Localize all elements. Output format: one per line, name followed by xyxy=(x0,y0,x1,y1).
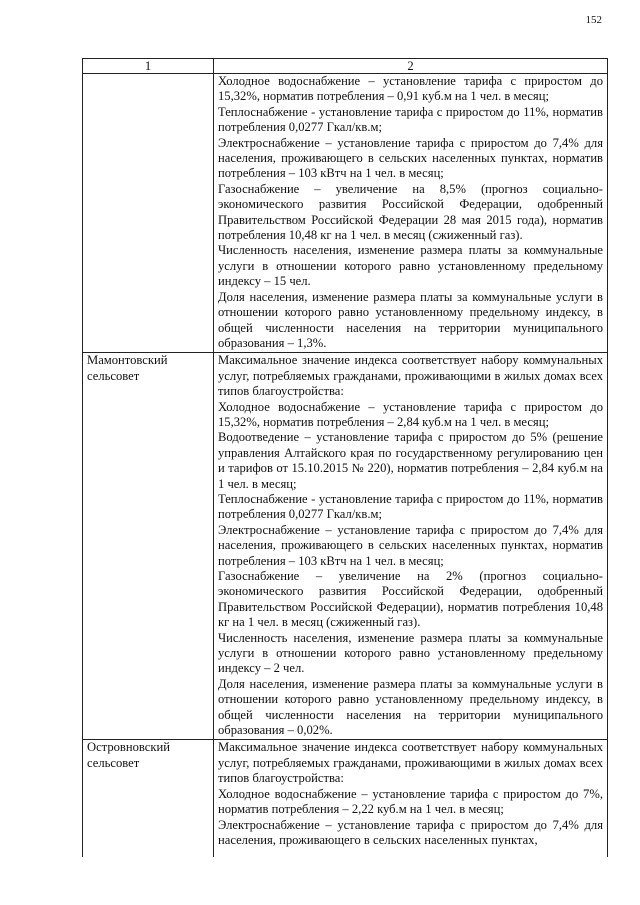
column-header: 2 xyxy=(214,59,608,74)
page-number: 152 xyxy=(585,14,602,26)
paragraph: Водоотведение – установление тарифа с приростом до 5% (решение управления Алтайского края по государственному регулированию цен и тарифов от 15.10.2015 № 220), норматив потребления – 2,84 куб.м на 1 чел. в месяц; xyxy=(218,430,603,491)
column-header: 1 xyxy=(83,59,214,74)
description-cell xyxy=(214,74,608,353)
municipality-cell xyxy=(83,74,214,353)
municipality-name: Мамонтовский сельсовет xyxy=(87,353,168,383)
paragraph: Численность населения, изменение размера платы за коммунальные услуги в отношении которого равно установленному предельному индексу – 15 чел. xyxy=(218,243,603,289)
paragraph: Доля населения, изменение размера платы за коммунальные услуги в отношении которого равно установленному предельному индексу, в общей численности населения на территории муниципального образования – 1,3%. xyxy=(218,289,603,350)
paragraph: Электроснабжение – установление тарифа с приростом до 7,4% для населения, проживающего в сельских населенных пунктах, xyxy=(218,817,603,847)
paragraph: Численность населения, изменение размера платы за коммунальные услуги в отношении которого равно установленному предельному индексу – 2 чел. xyxy=(218,630,603,676)
table-row xyxy=(83,740,608,858)
table-header-row xyxy=(83,59,608,74)
paragraph: Доля населения, изменение размера платы за коммунальные услуги в отношении которого равно установленному предельному индексу, в общей численности населения на территории муниципального образования – 0,02%. xyxy=(218,676,603,738)
cell-content-clip xyxy=(218,740,603,856)
tariff-table xyxy=(82,58,608,857)
municipality-cell xyxy=(83,740,214,858)
municipality-cell xyxy=(83,353,214,740)
paragraph: Электроснабжение – установление тарифа с приростом до 7,4% для населения, проживающего в сельских населенных пунктах, норматив потребления – 103 кВтч на 1 чел. в месяц; xyxy=(218,522,603,568)
paragraph: Холодное водоснабжение – установление тарифа с приростом до 15,32%, норматив потребления – 0,91 куб.м на 1 чел. в месяц; xyxy=(218,74,603,104)
municipality-name: Островновский сельсовет xyxy=(87,740,170,770)
paragraph: Газоснабжение – увеличение на 2% (прогноз социально-экономического развития Российской Федерации, одобренный Правительством Российской Федерации), норматив потребления 10,48 кг на 1 чел. в месяц (сжиженный газ). xyxy=(218,569,603,630)
paragraph: Максимальное значение индекса соответствует набору коммунальных услуг, потребляемых гражданами, проживающими в жилых домах всех типов благоустройства: xyxy=(218,353,603,399)
paragraph: Электроснабжение – установление тарифа с приростом до 7,4% для населения, проживающего в сельских населенных пунктах, норматив потребления – 103 кВтч на 1 чел. в месяц; xyxy=(218,135,603,181)
table-row xyxy=(83,353,608,740)
description-cell xyxy=(214,353,608,740)
paragraph: Теплоснабжение - установление тарифа с приростом до 11%, норматив потребления 0,0277 Гкал/кв.м; xyxy=(218,104,603,135)
description-cell xyxy=(214,740,608,858)
table-row xyxy=(83,74,608,353)
paragraph: Теплоснабжение - установление тарифа с приростом до 11%, норматив потребления 0,0277 Гкал/кв.м; xyxy=(218,491,603,522)
paragraph: Холодное водоснабжение – установление тарифа с приростом до 7%, норматив потребления – 2,22 куб.м на 1 чел. в месяц; xyxy=(218,786,603,817)
paragraph: Холодное водоснабжение – установление тарифа с приростом до 15,32%, норматив потребления – 2,84 куб.м на 1 чел. в месяц; xyxy=(218,399,603,429)
paragraph: Максимальное значение индекса соответствует набору коммунальных услуг, потребляемых гражданами, проживающими в жилых домах всех типов благоустройства: xyxy=(218,740,603,786)
paragraph: Газоснабжение – увеличение на 8,5% (прогноз социально-экономического развития Российской Федерации, одобренный Правительством Российской Федерации 28 мая 2015 года), норматив потребления 10,48 кг на 1 чел. в месяц (сжиженный газ). xyxy=(218,181,603,243)
